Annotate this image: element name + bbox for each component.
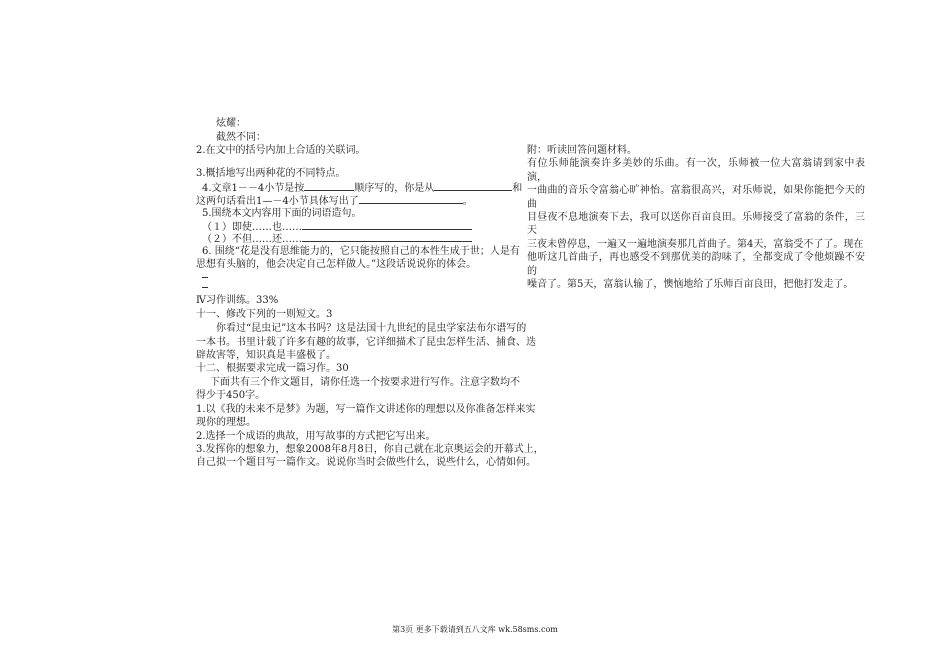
question-4-text-e: 。 <box>462 196 473 207</box>
answer-blank[interactable] <box>434 181 512 191</box>
listening-line: 有位乐师能演奏许多美妙的乐曲。有一次，乐师被一位大富翁请到家中表演， <box>527 158 865 183</box>
question-5: 5.围绕本文内容用下面的词语造句。 <box>202 208 362 219</box>
listening-line: 他听这几首曲子，再也感受不到那优美的韵味了，全都变成了令他烦躁不安的 <box>527 252 865 277</box>
answer-line-short <box>202 277 208 278</box>
section-12-instructions-line-2: 得少于450字。 <box>196 390 266 401</box>
topic-3-line-2: 自己拟一个题目写一篇作文。说说你当时会做些什么，说些什么，心情如何。 <box>196 457 536 468</box>
section-11-heading: 十一、修改下列的一则短文。3 <box>196 309 333 320</box>
listening-line: 三夜未曾停息，一遍又一遍地演奏那几首曲子。第4天，富翁受不了了。现在 <box>527 238 864 250</box>
question-6-line-2: 思想有头脑的，他会决定自己怎样做人。”这段话说说你的体会。 <box>196 259 477 270</box>
section-4-heading: Ⅳ习作训练。33% <box>196 295 279 306</box>
vocab-xuanyao: 炫耀： <box>216 118 246 129</box>
page-footer: 第3页 更多下载请到五八文库 wk.58sms.com <box>392 625 558 634</box>
question-4-text-b: 顺序写的，你是从 <box>354 183 435 194</box>
question-4-text-c: 和 <box>512 183 523 194</box>
vocab-jieran: 截然不同： <box>216 132 266 143</box>
question-4-text-a: 4.文章1－－4小节是按 <box>202 183 305 194</box>
topic-1-line-2: 现你的理想。 <box>196 417 256 428</box>
question-2: 2.在文中的括号内加上合适的关联词。 <box>196 145 366 156</box>
listening-line: 一曲曲的音乐令富翁心旷神怡。富翁很高兴，对乐师说，如果你能把今天的曲 <box>527 185 865 210</box>
section-11-text-line-1: 你看过“昆虫记”这本书吗？这是法国十九世纪的昆虫学家法布尔谱写的 <box>216 323 527 334</box>
section-12-heading: 十二、根据要求完成一篇习作。30 <box>196 363 349 374</box>
question-5-item-1-text: （１）即使……也…… <box>202 222 302 233</box>
section-12-instructions-line-1: 下面共有三个作文题目，请你任选一个按要求进行写作。注意字数均不 <box>210 377 520 388</box>
topic-2: 2.选择一个成语的典故，用写故事的方式把它写出来。 <box>196 431 436 442</box>
question-6-line-1: 6. 围绕“花是没有思维能力的，它只能按照自己的本性生成于世；人是有 <box>202 246 520 257</box>
topic-3-line-1: 3.发挥你的想象力，想象2008年8月8日，你自己就在北京奥运会的开幕式上， <box>196 444 544 455</box>
answer-blank[interactable] <box>302 220 472 230</box>
section-11-text-line-2: 一本书。书里计载了许多有趣的故事，它详细描术了昆虫怎样生活、捕食、迭 <box>196 337 536 348</box>
listening-line: 目昼夜不息地演奏下去，我可以送你百亩良田。乐师接受了富翁的条件，三天 <box>527 212 865 237</box>
question-4-text-d: 这两句话看出1—－4小节具体写出了 <box>196 196 359 207</box>
question-3: 3.概括地写出两种花的不同特点。 <box>196 168 346 179</box>
section-11-text-line-3: 辟故害等，知识真是丰盛极了。 <box>196 350 336 361</box>
listening-material <box>527 144 865 291</box>
listening-line: 噪音了。第5天，富翁认输了，懊恼地给了乐师百亩良田，把他打发走了。 <box>527 279 854 291</box>
answer-line-short <box>202 287 208 288</box>
answer-blank[interactable] <box>302 232 472 242</box>
listening-material-title: 附：听读回答问题材料。 <box>527 145 637 156</box>
topic-1-line-1: 1.以《我的未来不是梦》为题，写一篇作文讲述你的理想以及你准备怎样来实 <box>196 404 536 415</box>
answer-blank[interactable] <box>359 194 463 204</box>
answer-blank[interactable] <box>304 181 354 191</box>
question-5-item-2-text: （２）不但……还…… <box>202 234 302 245</box>
